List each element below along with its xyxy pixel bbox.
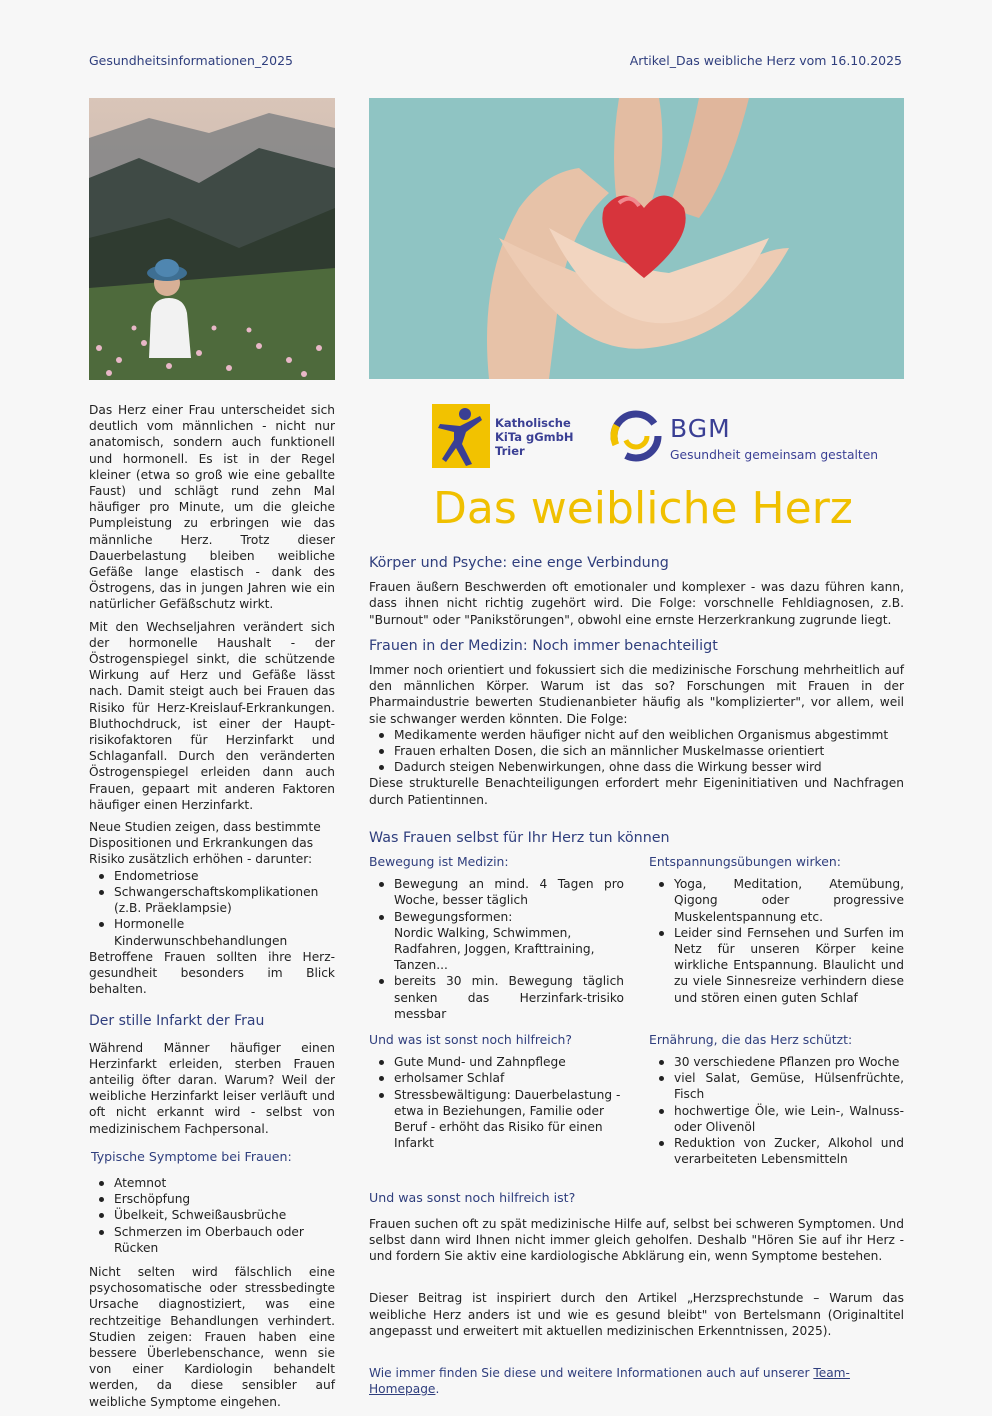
silent-infarct-heading: Der stille Infarkt der Frau <box>89 1013 265 1030</box>
list-item: Reduktion von Zucker, Alkohol und verarbeiteten Lebensmitteln <box>674 1136 904 1167</box>
bgm-logo <box>610 410 879 466</box>
risk-list <box>89 868 335 949</box>
footer-line <box>369 1365 904 1397</box>
kita-line-2: KiTa gGmbH <box>495 430 574 444</box>
logo-bar <box>432 404 879 470</box>
movement-list <box>369 876 624 1022</box>
list-item: Endometriose <box>114 868 335 884</box>
list-item: Yoga, Meditation, Atemübung, Qigong oder progressive Muskelentspannung etc. <box>674 877 904 924</box>
list-item: Bewegungsformen: Nordic Walking, Schwimmen, Radfahren, Joggen, Krafttraining, Tanzen... <box>394 909 624 974</box>
section-heading-psyche: Körper und Psyche: eine enge Verbindung <box>369 555 669 571</box>
list-item: Schwangerschaftskomplikationen (z.B. Präeklampsie) <box>114 884 335 916</box>
relax-list <box>649 876 904 1006</box>
bgm-subtitle: Gesundheit gemeinsam gestalten <box>670 448 879 462</box>
section-heading-selbst: Was Frauen selbst für Ihr Herz tun können <box>369 829 670 846</box>
list-item: 30 verschiedene Pflanzen pro Woche <box>674 1054 904 1070</box>
list-item: Dadurch steigen Nebenwirkungen, ohne dass die Wirkung besser wird <box>394 759 904 775</box>
kita-line-3: Trier <box>495 444 525 458</box>
medizin-paragraph: Immer noch orientiert und fokussiert sich die medizinische Forschung mehrheitlich auf den männlichen Körper. Warum ist das so? Forschungen mit Frauen in der Pharmaindustrie bewerten Studienanbieter häufig als "komplizierter", vor allem, weil sie schwanger werden könnten. Die Folge: <box>369 663 904 726</box>
list-item: Hormonelle Kinderwunschbehandlungen <box>114 916 335 948</box>
photo-woman-mountains <box>89 98 335 380</box>
list-item: Leider sind Fernsehen und Surfen im Netz für unseren Körper keine wirkliche Entspannung. Blaulicht und zu viele Sinnesreize verhindern diese und stören einen guten Schlaf <box>674 925 904 1005</box>
nutrition-list <box>649 1054 904 1167</box>
studies-paragraph: Neue Studien zeigen, dass bestimmte Dispositionen und Erkrankungen das Risiko zusätzlich erhöhen - darunter: <box>89 820 321 867</box>
kita-figure-icon <box>432 404 490 468</box>
source-paragraph: Dieser Beitrag ist inspiriert durch den Artikel „Herzsprechstunde – Warum das weibliche Herz anders ist und wie es gesund bleibt" von Bertelsmann (Originaltitel angepasst und erweitert mit aktuellen medizinischen Erkenntnissen, 2025). <box>369 1291 904 1338</box>
header-left: Gesundheitsinformationen_2025 <box>89 53 293 68</box>
tips-columns <box>369 854 904 1167</box>
helpful-heading: Und was ist sonst noch hilfreich? <box>369 1032 572 1048</box>
photo-hands-heart <box>369 98 904 379</box>
footer-end: . <box>435 1382 440 1397</box>
header-right: Artikel_Das weibliche Herz vom 16.10.2025 <box>629 53 902 68</box>
medizin-list <box>369 727 904 776</box>
bgm-title: BGM <box>670 414 731 443</box>
list-item: Schmerzen im Oberbauch oder Rücken <box>114 1224 335 1256</box>
list-item: Übelkeit, Schweißausbrüche <box>114 1207 335 1223</box>
tips-right <box>649 854 904 1167</box>
relax-heading: Entspannungsübungen wirken: <box>649 854 841 870</box>
list-item: Erschöpfung <box>114 1191 335 1207</box>
main-column <box>369 555 904 1397</box>
list-item: Bewegung an mind. 4 Tagen pro Woche, besser täglich <box>394 877 624 908</box>
list-item: viel Salat, Gemüse, Hülsenfrüchte, Fisch <box>674 1071 904 1102</box>
list-item: bereits 30 min. Bewegung täglich senken das Herzinfark-trisiko messbar <box>394 974 624 1021</box>
psyche-paragraph: Frauen äußern Beschwerden oft emotionaler und komplexer - was dazu führen kann, dass ihnen nicht richtig zugehört wird. Die Folge: vorschnelle Fehldiagnosen, z.B. "Burnout" oder "Panikstörungen", obwohl eine ernste Herzerkrankung zugrunde liegt. <box>369 580 904 627</box>
silent-infarct-paragraph: Während Männer häufiger einen Herzinfarkt erleiden, sterben Frauen anteilig öfter daran. Warum? Weil der weibliche Herzinfarkt leiser verläuft und oft nicht erkannt wird - selbst von medizinischem Fachpersonal. <box>89 1040 335 1136</box>
list-item: hochwertige Öle, wie Lein-, Walnuss- oder Olivenöl <box>674 1103 904 1134</box>
tips-left <box>369 854 624 1167</box>
page-title: Das weibliche Herz <box>433 483 853 534</box>
team-homepage-link[interactable]: Team-Homepage <box>369 1365 850 1397</box>
herzgesundheit-paragraph: Betroffene Frauen sollten ihre Herz-gesundheit besonders im Blick behalten. <box>89 949 335 997</box>
movement-heading: Bewegung ist Medizin: <box>369 854 509 870</box>
helpful2-heading: Und was sonst noch hilfreich ist? <box>369 1189 576 1205</box>
kita-line-1: Katholische <box>495 416 571 430</box>
bgm-circle-icon <box>610 410 662 462</box>
medizin-after-paragraph: Diese strukturelle Benachteiligungen erfordert mehr Eigeninitiativen und Nachfragen durch Patientinnen. <box>369 776 904 807</box>
intro-paragraph: Das Herz einer Frau unterscheidet sich deutlich vom männlichen - nicht nur anatomisch, sondern auch funktionell und hormonell. Es ist in der Regel kleiner (etwa so groß wie eine geballte Faust) und schlägt rund zehn Mal häufiger pro Minute, um die gleiche Pumpleistung zu erbringen wie das männliche Herz. Trotz dieser Dauerbelastung bleiben weibliche Gefäße lange elastisch - dank des Östrogens, das in jungen Jahren wie ein natürlicher Gefäßschutz wirkt. <box>89 403 335 612</box>
symptoms-heading: Typische Symptome bei Frauen: <box>91 1148 292 1164</box>
list-item: Frauen erhalten Dosen, die sich an männlicher Muskelmasse orientiert <box>394 743 904 759</box>
nutrition-heading: Ernährung, die das Herz schützt: <box>649 1031 853 1047</box>
kita-logo <box>432 404 602 468</box>
helpful-list <box>369 1054 624 1151</box>
list-item: erholsamer Schlaf <box>394 1070 624 1086</box>
left-column <box>89 402 335 1416</box>
list-item: Medikamente werden häufiger nicht auf den weiblichen Organismus abgestimmt <box>394 727 904 743</box>
helpful2-paragraph: Frauen suchen oft zu spät medizinische Hilfe auf, selbst bei schweren Symptomen. Und selbst dann wird Ihnen nicht immer gleich geholfen. Deshalb "Hören Sie auf ihr Herz - und fordern Sie aktiv eine kardiologische Abklärung ein, wenn Symptome bestehen. <box>369 1216 904 1264</box>
footer-text: Wie immer finden Sie diese und weitere Informationen auch auf unserer <box>369 1365 814 1380</box>
list-item: Atemnot <box>114 1175 335 1191</box>
list-item: Gute Mund- und Zahnpflege <box>394 1054 624 1070</box>
list-item: Stressbewältigung: Dauerbelastung - etwa in Beziehungen, Familie oder Beruf - erhöht das Risiko für einen Infarkt <box>394 1087 624 1152</box>
menopause-paragraph: Mit den Wechseljahren verändert sich der hormonelle Haushalt - der Östrogenspiegel sinkt, die schützende Wirkung auf Herz und Gefäße lässt nach. Damit steigt auch bei Frauen das Risiko für Herz-Kreislauf-Erkrankungen. Bluthochdruck, ist einer der Haupt-risikofaktoren für Herzinfarkt und Schlaganfall. Durch den veränderten Östrogenspiegel erleiden dann auch Frauen, gepaart mit anderen Faktoren häufiger einen Herzinfarkt. <box>89 619 335 812</box>
section-heading-medizin: Frauen in der Medizin: Noch immer benachteiligt <box>369 637 718 654</box>
diagnosis-paragraph: Nicht selten wird fälschlich eine psychosomatische oder stressbedingte Ursache diagnostiziert, was eine rechtzeitige Behandlungen verhindert. Studien zeigen: Frauen haben eine bessere Überlebenschance, wenn sie von einer Kardiologin behandelt werden, da diese sensibler auf weibliche Symptome eingehen. <box>89 1264 335 1409</box>
symptom-list <box>89 1175 335 1256</box>
